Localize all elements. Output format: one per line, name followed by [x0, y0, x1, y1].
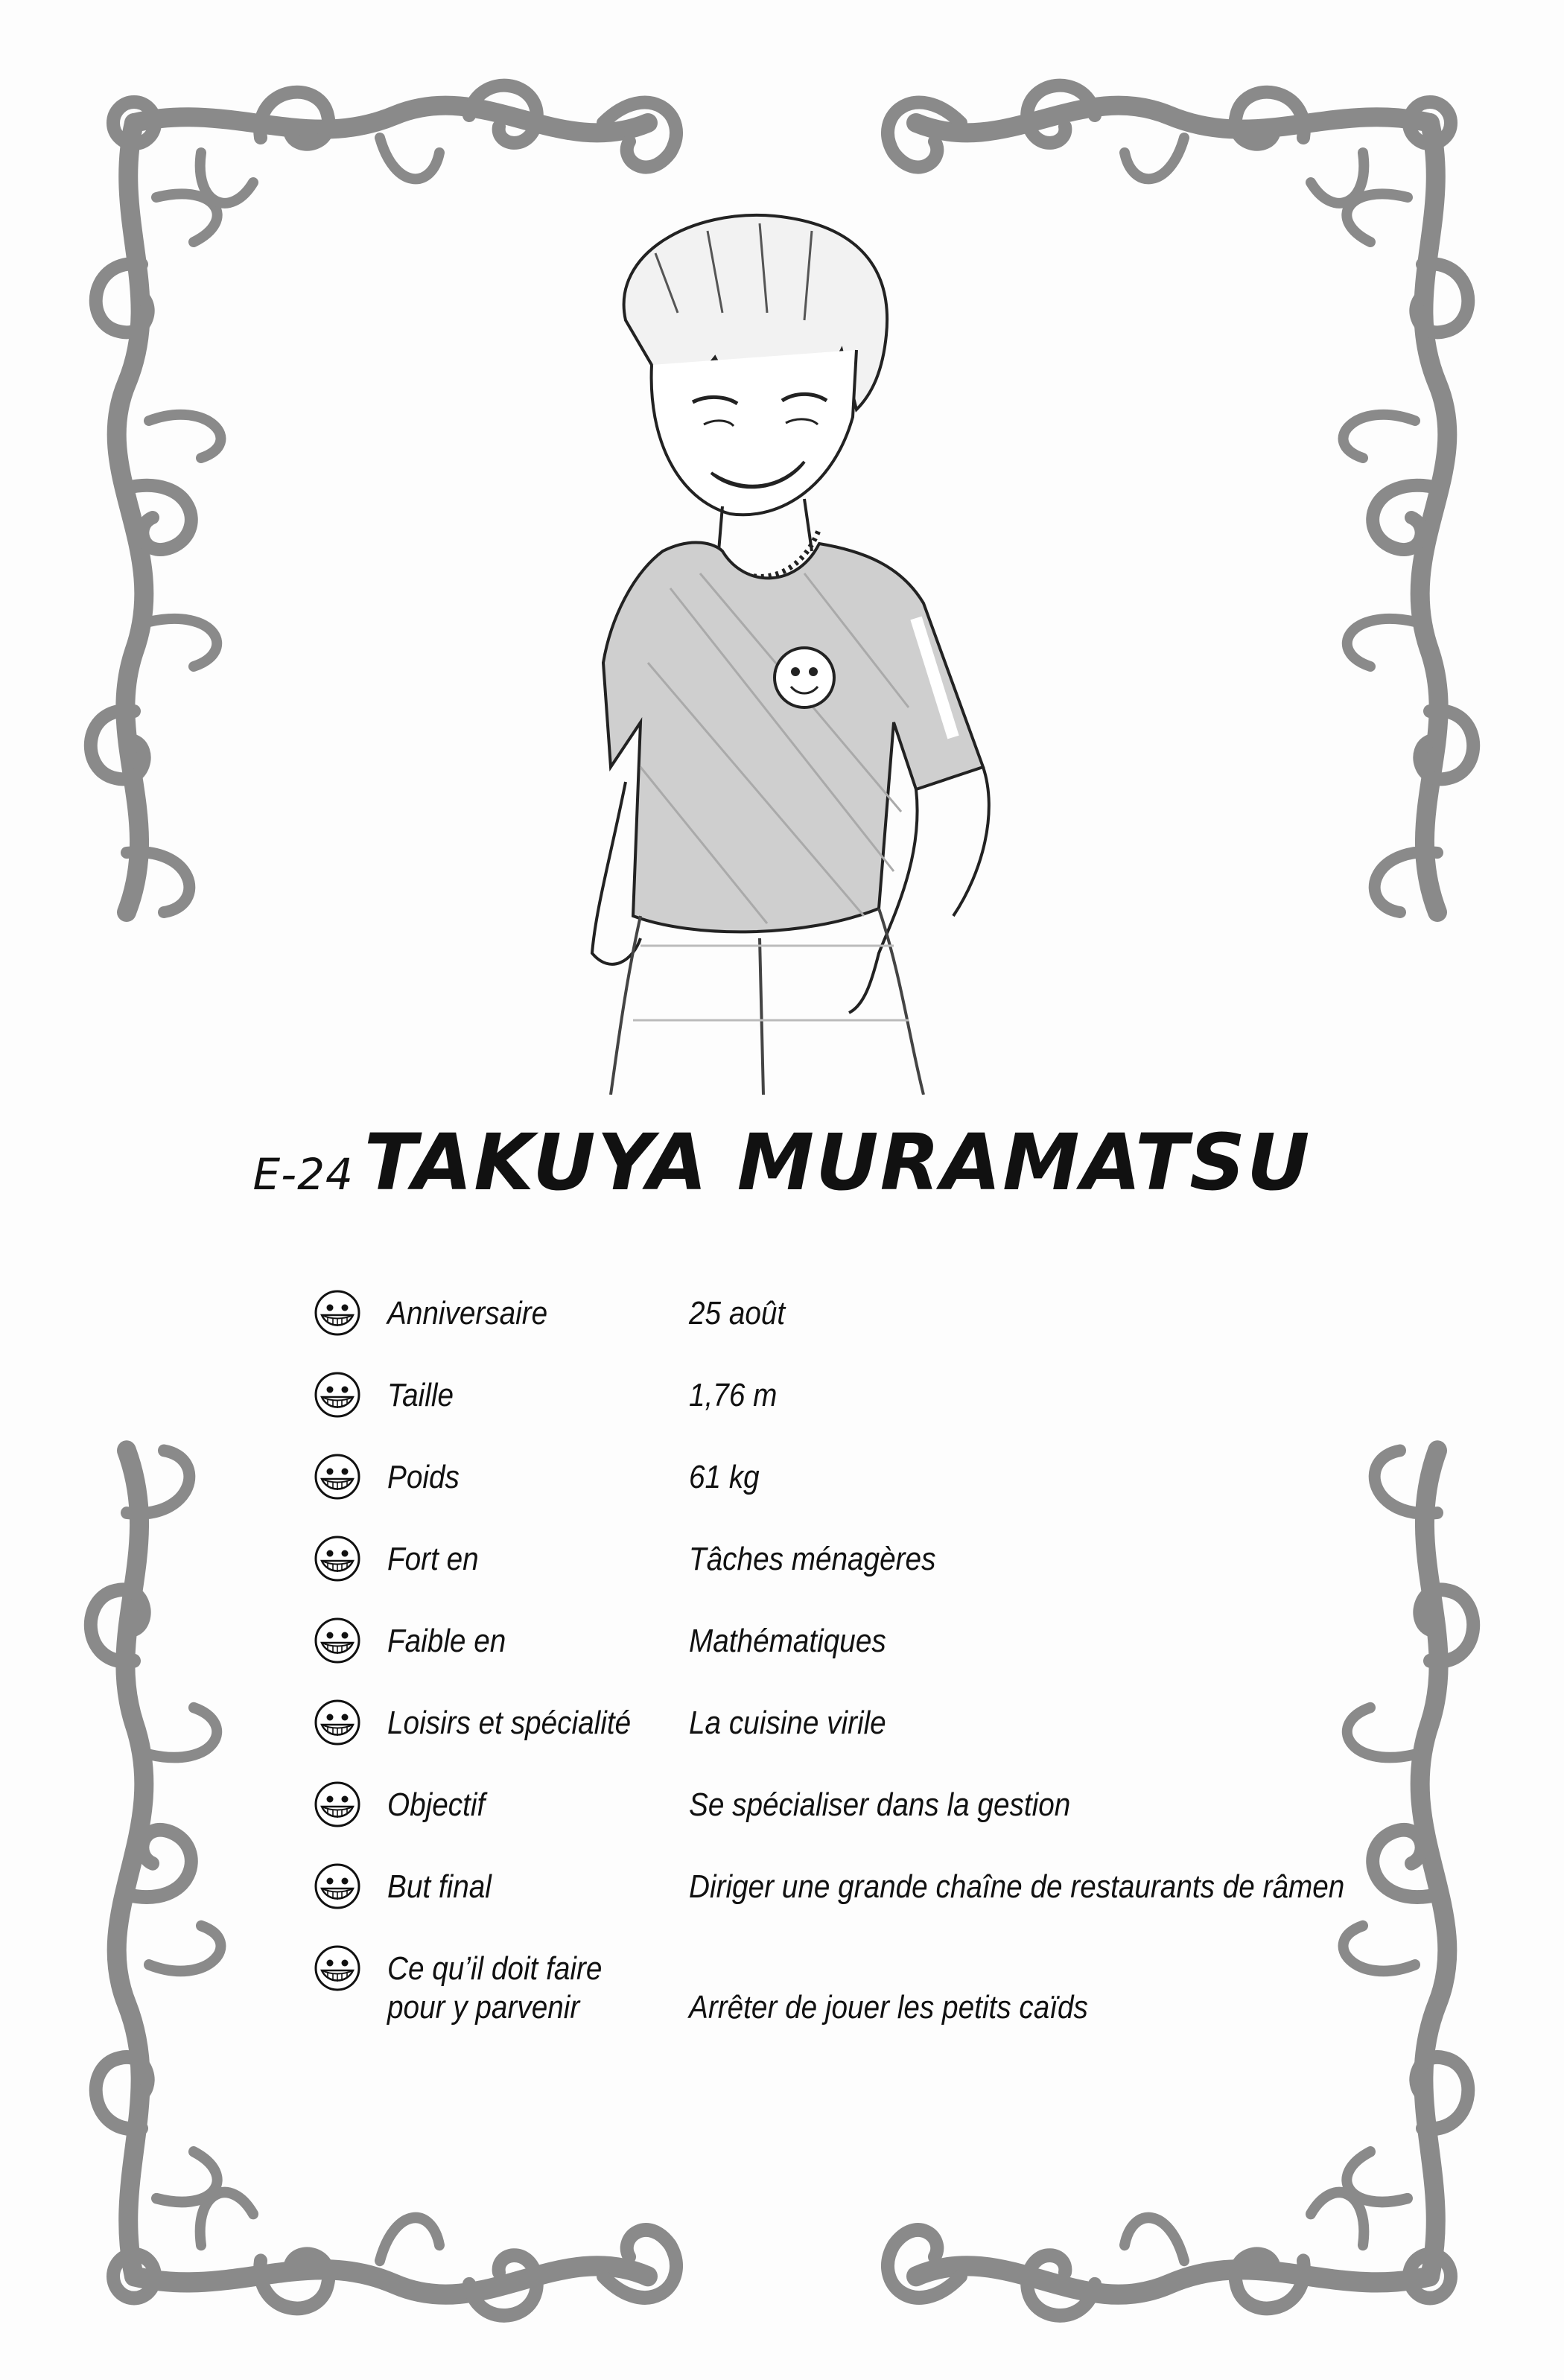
koro-face-icon	[313, 1698, 362, 1747]
profile-label-line1: Ce qu’il doit faire	[387, 1950, 603, 1987]
profile-value: Arrêter de jouer les petits caïds	[689, 1989, 1088, 2026]
profile-value: La cuisine virile	[689, 1705, 886, 1741]
character-portrait	[581, 201, 1058, 1095]
koro-face-icon	[313, 1616, 362, 1665]
list-item	[313, 1609, 1355, 1690]
koro-face-icon	[313, 1944, 362, 1993]
character-name: TAKUYA MURAMATSU	[363, 1117, 1312, 1208]
koro-face-icon	[313, 1862, 362, 1911]
profile-label: But final	[387, 1868, 492, 1905]
list-item	[313, 1281, 1355, 1363]
profile-label: Faible en	[387, 1623, 506, 1659]
profile-label-line2: pour y parvenir	[387, 1989, 580, 2026]
list-item	[313, 1936, 1355, 2048]
profile-value: Mathématiques	[689, 1623, 886, 1659]
koro-face-icon	[313, 1780, 362, 1829]
profile-list	[313, 1281, 1355, 2048]
koro-face-icon	[313, 1534, 362, 1583]
profile-label: Fort en	[387, 1541, 479, 1577]
profile-value: Se spécialiser dans la gestion	[689, 1786, 1071, 1823]
koro-face-icon	[313, 1288, 362, 1337]
profile-value: Diriger une grande chaîne de restaurants de râmen	[689, 1868, 1345, 1905]
list-item	[313, 1527, 1355, 1609]
profile-value: 1,76 m	[689, 1377, 778, 1413]
profile-label: Loisirs et spécialité	[387, 1705, 632, 1741]
list-item	[313, 1363, 1355, 1445]
profile-label: Anniversaire	[387, 1295, 548, 1331]
profile-label: Poids	[387, 1459, 460, 1495]
profile-label: Taille	[387, 1377, 454, 1413]
profile-label: Objectif	[387, 1786, 486, 1823]
profile-value: Tâches ménagères	[689, 1541, 936, 1577]
list-item	[313, 1854, 1355, 1936]
profile-value: 25 août	[689, 1295, 786, 1331]
profile-label	[387, 1950, 649, 2027]
student-code: E-24	[252, 1149, 354, 1200]
page-title	[0, 1117, 1564, 1221]
list-item	[313, 1445, 1355, 1527]
list-item	[313, 1690, 1355, 1772]
koro-face-icon	[313, 1370, 362, 1419]
profile-value: 61 kg	[689, 1459, 760, 1495]
list-item	[313, 1772, 1355, 1854]
koro-face-icon	[313, 1452, 362, 1501]
